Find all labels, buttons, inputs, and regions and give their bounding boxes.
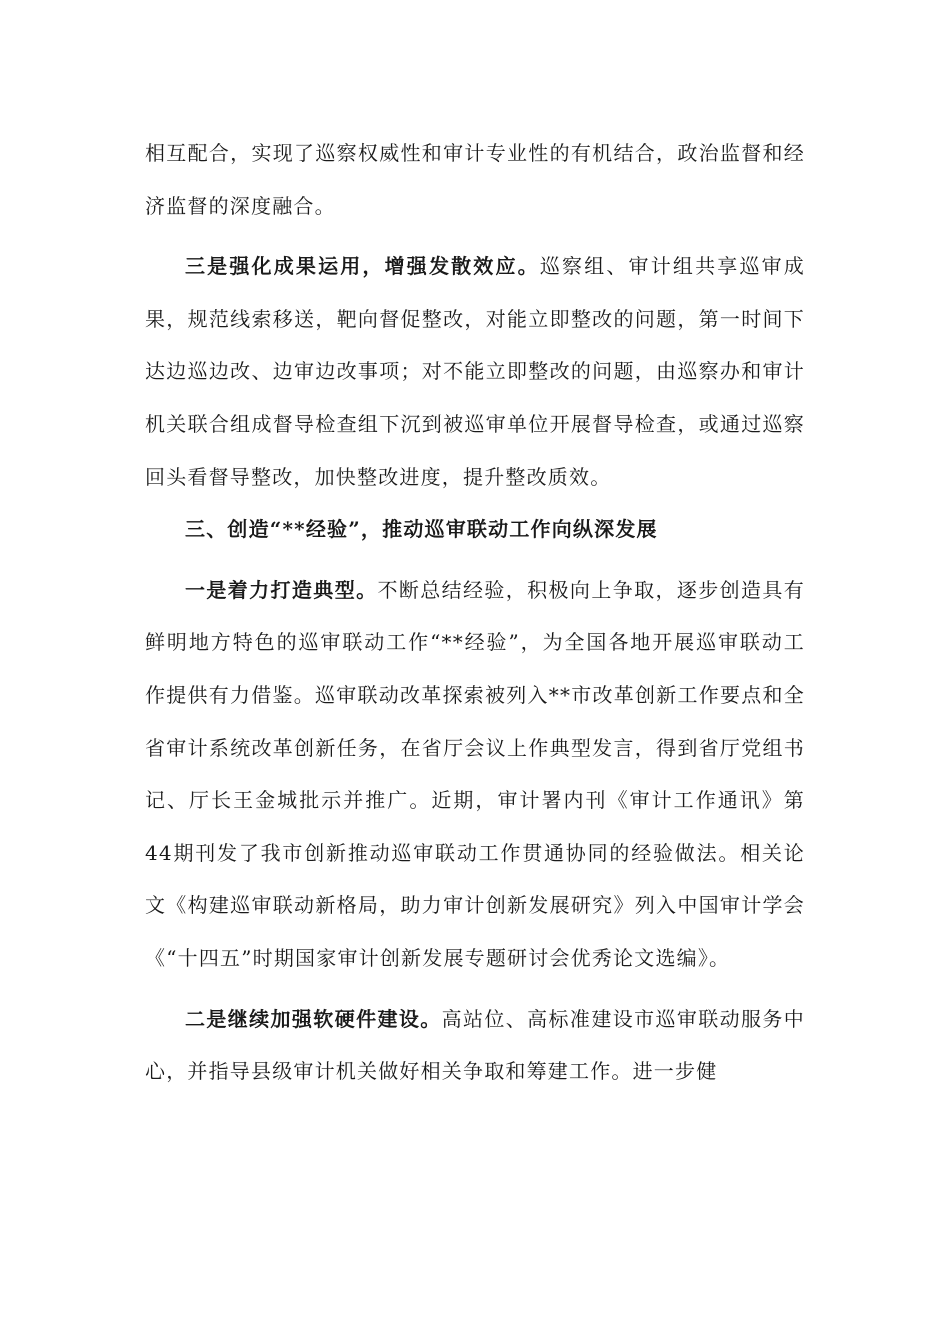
section-heading: 三、创造“**经验”，推动巡审联动工作向纵深发展 xyxy=(185,517,658,542)
paragraph-build-model xyxy=(145,564,805,985)
paragraph-infrastructure xyxy=(145,993,805,1098)
document-page xyxy=(145,127,805,1098)
paragraph-text: 不断总结经验，积极向上争取，逐步创造具有鲜明地方特色的巡审联动工作“**经验”，为全国各地开展巡审联动工作提供有力借鉴。巡审联动改革探索被列入**市改革创新工作要点和全省审计系统改革创新任务，在省厅会议上作典型发言，得到省厅党组书记、厅长王金城批示并推广。近期，审计署内刊《审计工作通讯》第44期刊发了我市创新推动巡审联动工作贯通协同的经验做法。相关论文《构建巡审联动新格局，助力审计创新发展研究》列入中国审计学会《“十四五”时期国家审计创新发展专题研讨会优秀论文选编》。 xyxy=(145,577,805,970)
paragraph-continuation xyxy=(145,127,805,232)
paragraph-lead: 二是继续加强软硬件建设。 xyxy=(185,1006,442,1031)
paragraph-text: 巡察组、审计组共享巡审成果，规范线索移送，靶向督促整改，对能立即整改的问题，第一时间下达边巡边改、边审边改事项；对不能立即整改的问题，由巡察办和审计机关联合组成督导检查组下沉到被巡审单位开展督导检查，或通过巡察回头看督导整改，加快整改进度，提升整改质效。 xyxy=(145,254,805,489)
paragraph-text: 相互配合，实现了巡察权威性和审计专业性的有机结合，政治监督和经济监督的深度融合。 xyxy=(145,141,805,218)
paragraph-text: 高站位、高标准建设市巡审联动服务中心，并指导县级审计机关做好相关争取和筹建工作。进一步健 xyxy=(145,1006,805,1084)
paragraph-strengthen-results xyxy=(145,240,805,503)
paragraph-lead: 一是着力打造典型。 xyxy=(185,577,378,602)
paragraph-lead: 三是强化成果运用，增强发散效应。 xyxy=(185,254,540,279)
